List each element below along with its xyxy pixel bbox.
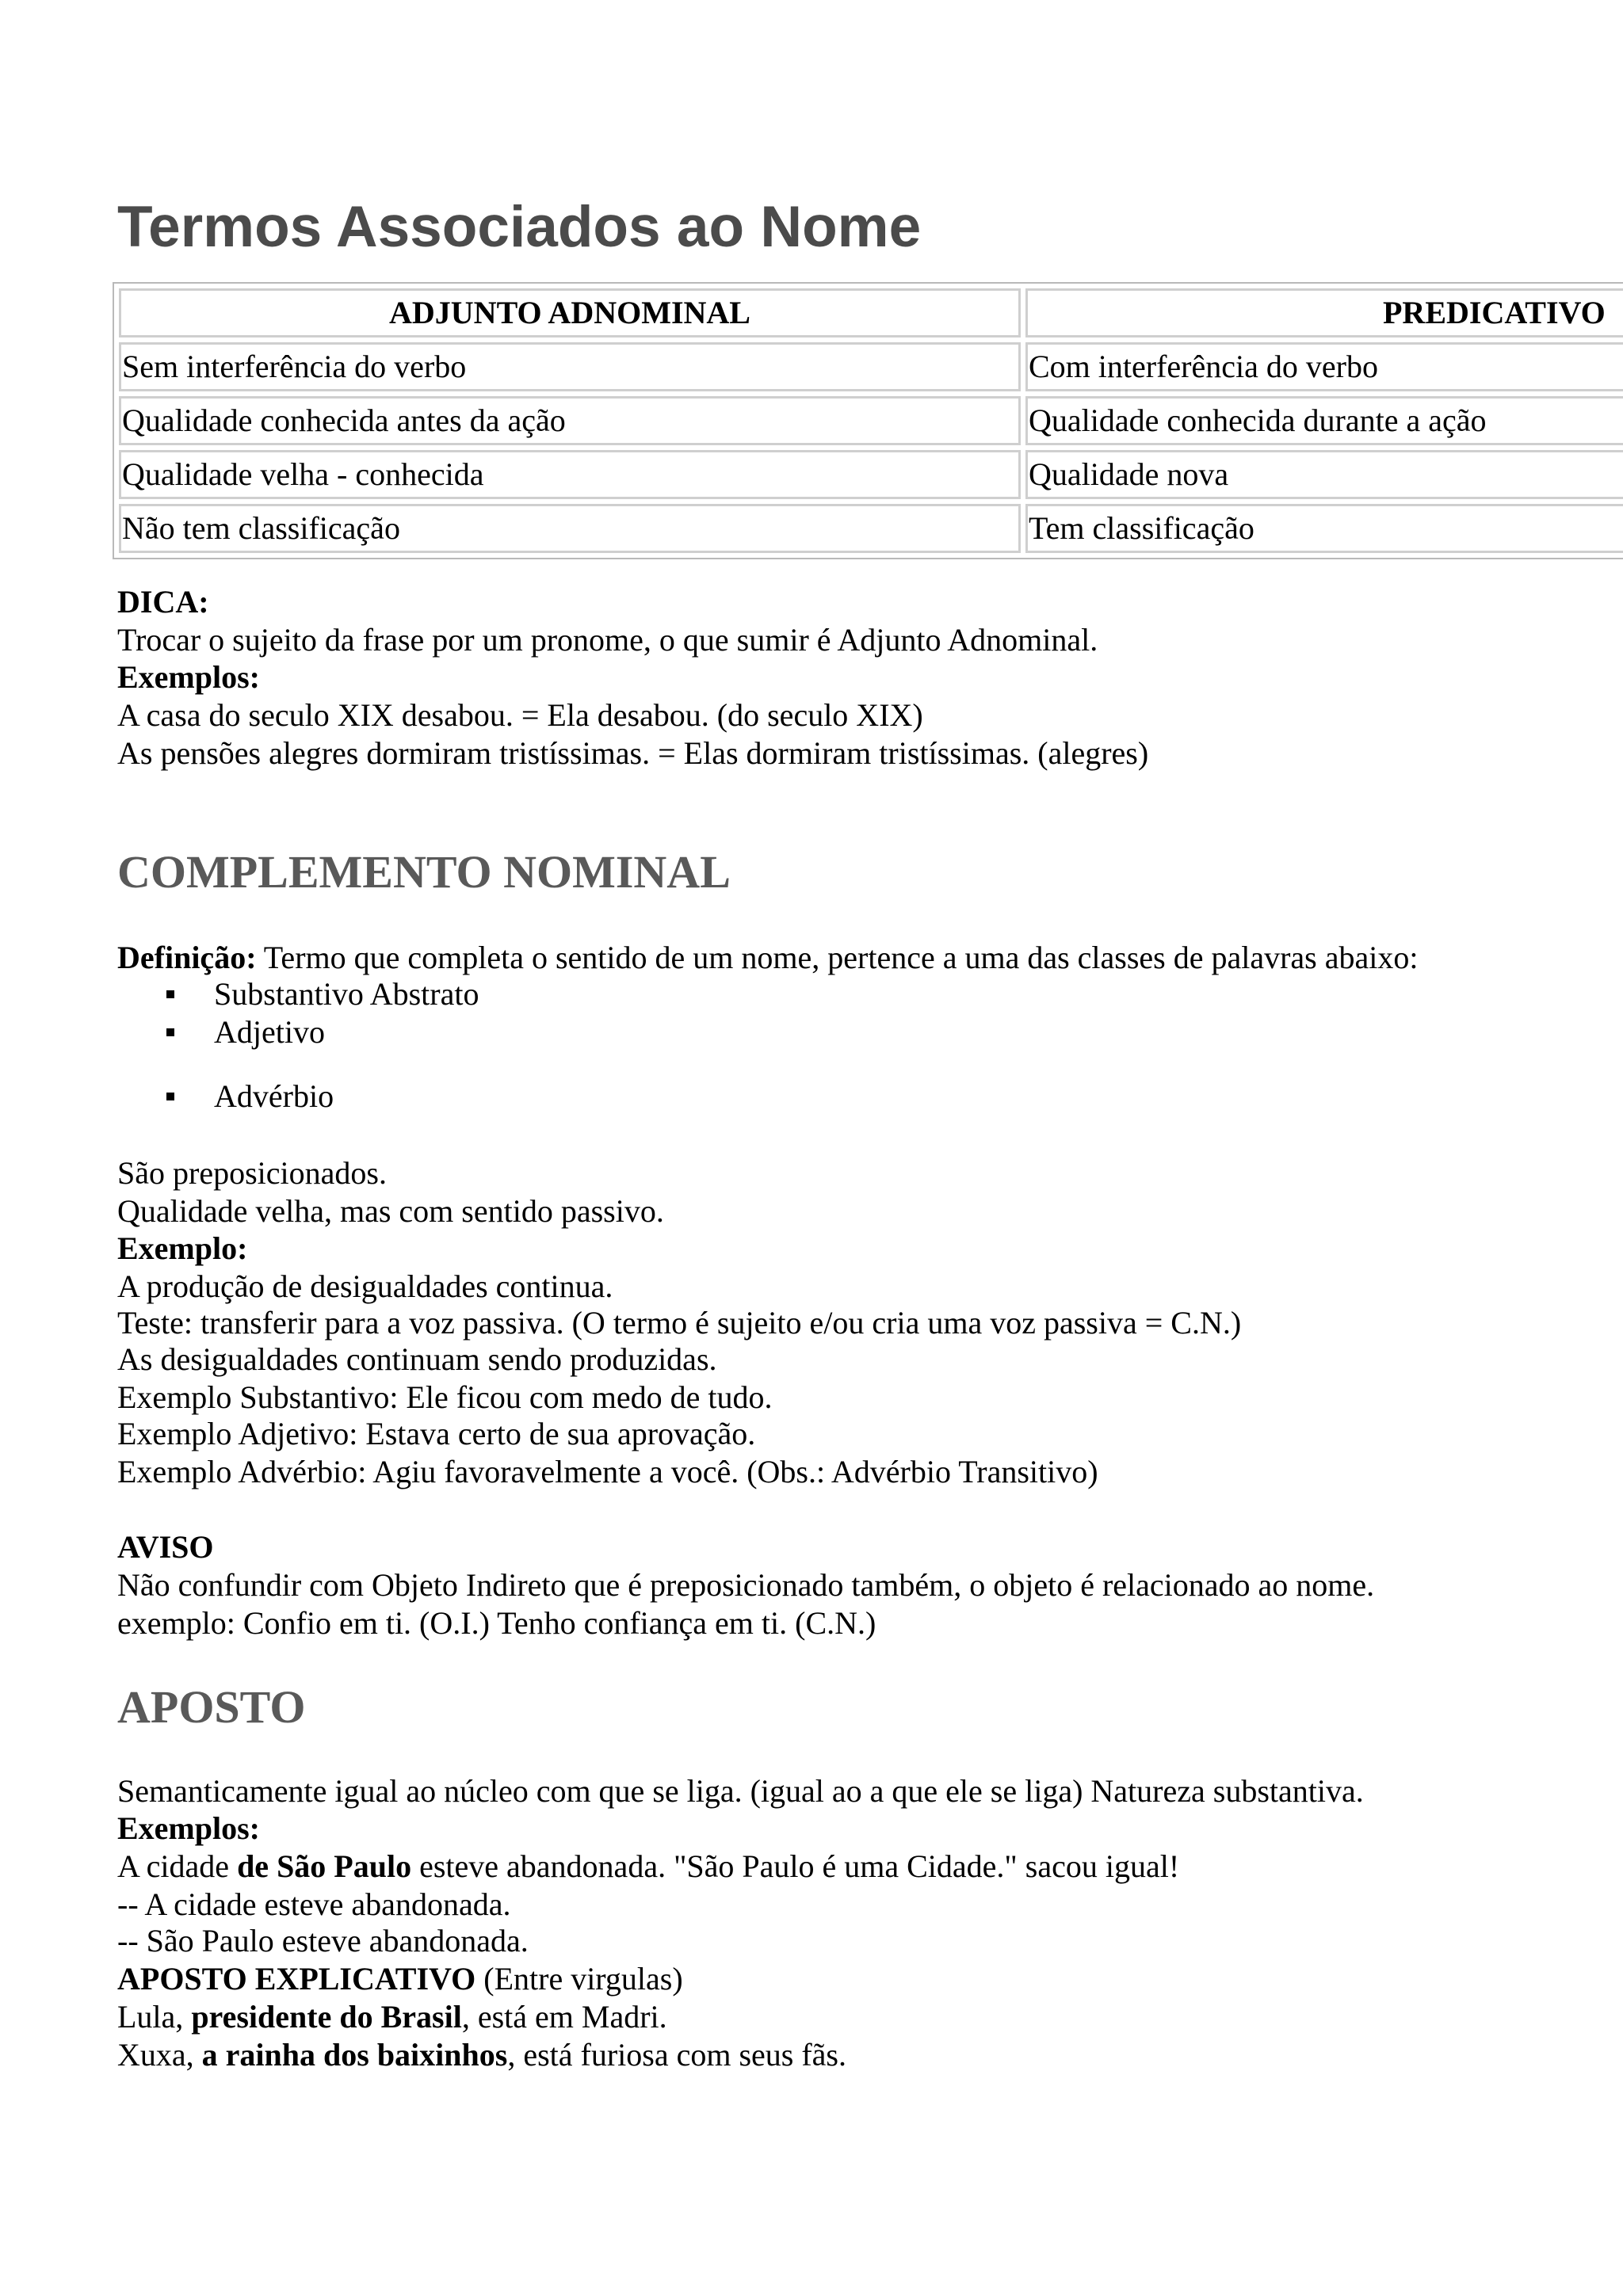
- text-fragment-bold: a rainha dos baixinhos: [201, 2037, 508, 2073]
- dica-examples-label: Exemplos:: [117, 659, 260, 695]
- table-cell: Sem interferência do verbo: [119, 342, 1021, 391]
- dica-example: A casa do seculo XIX desabou. = Ela desabou. (do seculo XIX): [117, 697, 923, 733]
- text-fragment-bold: APOSTO EXPLICATIVO: [117, 1961, 476, 1997]
- dica-example: As pensões alegres dormiram tristíssimas. = Elas dormiram tristíssimas. (alegres): [117, 735, 1149, 771]
- table-cell: Qualidade conhecida antes da ação: [119, 396, 1021, 445]
- table-cell: Qualidade conhecida durante a ação: [1025, 396, 1623, 445]
- text-line: Semanticamente igual ao núcleo com que se liga. (igual ao a que ele se liga) Natureza substantiva.: [117, 1773, 1364, 1809]
- table-header-adjunto: ADJUNTO ADNOMINAL: [119, 288, 1021, 338]
- text-line: Exemplo Substantivo: Ele ficou com medo de tudo.: [117, 1379, 773, 1415]
- example-line: [117, 2036, 846, 2074]
- comparison-table: [113, 282, 1623, 559]
- example-line: [117, 1998, 667, 2036]
- text-fragment-bold: presidente do Brasil: [191, 1999, 462, 2035]
- examples-label: Exemplos:: [117, 1810, 260, 1846]
- text-line: Não confundir com Objeto Indireto que é preposicionado também, o objeto é relacionado ao nome.: [117, 1567, 1375, 1603]
- example-line: [117, 1848, 1179, 1886]
- list-item: Advérbio: [214, 1078, 334, 1114]
- text-line: -- São Paulo esteve abandonada.: [117, 1923, 529, 1958]
- table-row: [119, 342, 1623, 391]
- table-row: [119, 450, 1623, 499]
- text-line: As desigualdades continuam sendo produzidas.: [117, 1341, 717, 1377]
- text-line: Exemplo Advérbio: Agiu favoravelmente a você. (Obs.: Advérbio Transitivo): [117, 1454, 1098, 1489]
- definition-label: Definição:: [117, 940, 257, 975]
- explicativo-line: [117, 1960, 683, 1998]
- dica-text: Trocar o sujeito da frase por um pronome, o que sumir é Adjunto Adnominal.: [117, 622, 1098, 658]
- text-line: A produção de desigualdades continua.: [117, 1268, 613, 1304]
- table-cell: Não tem classificação: [119, 504, 1021, 553]
- definition-line: [117, 939, 1418, 977]
- text-fragment-bold: de São Paulo: [237, 1848, 412, 1884]
- table-cell: Qualidade velha - conhecida: [119, 450, 1021, 499]
- table-cell: Qualidade nova: [1025, 450, 1623, 499]
- text-fragment: Xuxa,: [117, 2037, 202, 2073]
- aviso-label: AVISO: [117, 1529, 214, 1565]
- text-line: Qualidade velha, mas com sentido passivo.: [117, 1193, 664, 1229]
- bullet-icon: [166, 1028, 174, 1036]
- section-heading-complemento: COMPLEMENTO NOMINAL: [117, 846, 731, 898]
- bullet-icon: [166, 1093, 174, 1100]
- table-cell: Tem classificação: [1025, 504, 1623, 553]
- table-header-row: [119, 288, 1623, 338]
- dica-label: DICA:: [117, 584, 209, 620]
- section-heading-aposto: APOSTO: [117, 1681, 306, 1733]
- table-cell: Com interferência do verbo: [1025, 342, 1623, 391]
- definition-text: Termo que completa o sentido de um nome, pertence a uma das classes de palavras abaixo:: [256, 940, 1419, 975]
- page-title: Termos Associados ao Nome: [117, 195, 922, 259]
- text-line: exemplo: Confio em ti. (O.I.) Tenho confiança em ti. (C.N.): [117, 1605, 876, 1641]
- list-item: Substantivo Abstrato: [214, 976, 479, 1012]
- example-label: Exemplo:: [117, 1230, 248, 1266]
- table-row: [119, 396, 1623, 445]
- text-line: São preposicionados.: [117, 1155, 387, 1191]
- text-fragment: esteve abandonada. "São Paulo é uma Cidade." sacou igual!: [411, 1848, 1180, 1884]
- list-item: Adjetivo: [214, 1014, 325, 1050]
- bullet-icon: [166, 990, 174, 998]
- text-fragment: , está em Madri.: [461, 1999, 667, 2035]
- text-fragment: Lula,: [117, 1999, 192, 2035]
- text-line: Teste: transferir para a voz passiva. (O termo é sujeito e/ou cria uma voz passiva = C.N.): [117, 1305, 1242, 1341]
- text-fragment: , está furiosa com seus fãs.: [507, 2037, 846, 2073]
- text-line: Exemplo Adjetivo: Estava certo de sua aprovação.: [117, 1416, 756, 1451]
- text-fragment: A cidade: [117, 1848, 238, 1884]
- text-line: -- A cidade esteve abandonada.: [117, 1886, 511, 1922]
- table-row: [119, 504, 1623, 553]
- table-header-predicativo: PREDICATIVO: [1025, 288, 1623, 338]
- text-fragment: (Entre virgulas): [475, 1961, 683, 1997]
